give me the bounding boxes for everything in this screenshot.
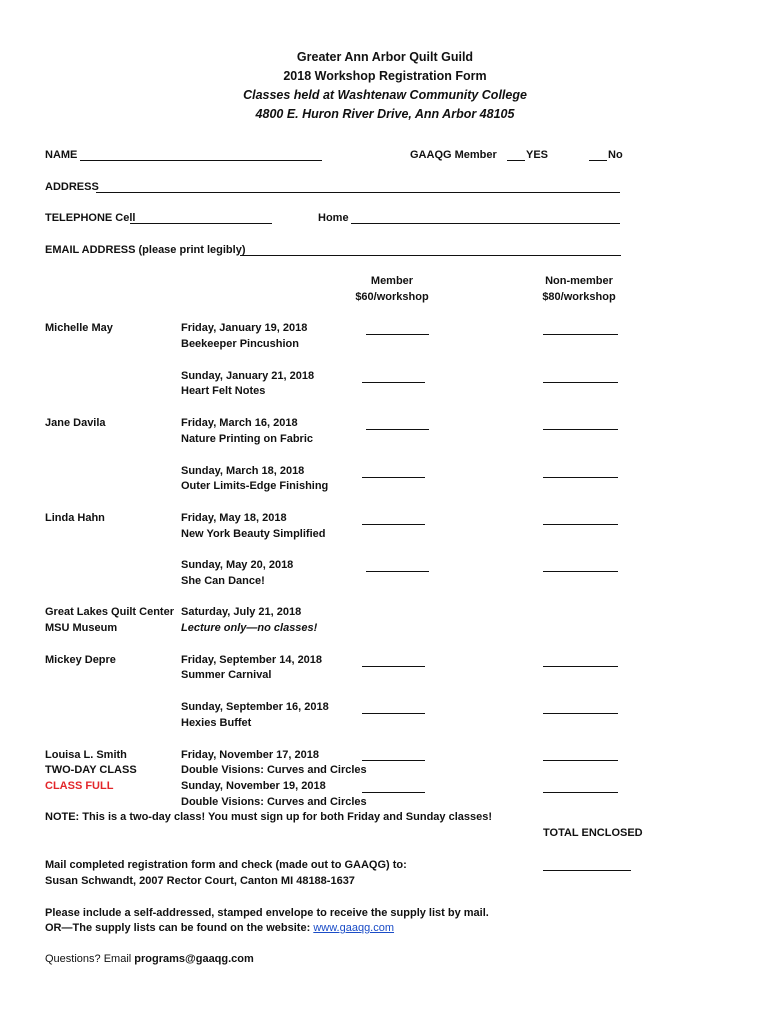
- lecture-date: Saturday, July 21, 2018: [181, 606, 302, 618]
- nonmember-fee-field[interactable]: [543, 570, 618, 572]
- two-day-note: NOTE: This is a two-day class! You must sign up for both Friday and Sunday classes!: [45, 811, 493, 823]
- workshop-title: Summer Carnival: [181, 669, 272, 681]
- class-full-badge: CLASS FULL: [45, 780, 114, 792]
- member-fee-field[interactable]: [362, 791, 425, 793]
- teacher-name: Mickey Depre: [45, 654, 116, 666]
- member-fee-field[interactable]: [362, 665, 425, 667]
- workshop-title: Heart Felt Notes: [181, 385, 266, 397]
- email-field[interactable]: [240, 254, 621, 256]
- nonmember-fee-field[interactable]: [543, 665, 618, 667]
- member-price: $60/workshop: [355, 291, 429, 303]
- home-label: Home: [318, 212, 349, 224]
- teacher-name: Linda Hahn: [45, 512, 105, 524]
- nonmember-fee-field[interactable]: [543, 476, 618, 478]
- member-fee-field[interactable]: [366, 333, 429, 335]
- workshop-date: Sunday, September 16, 2018: [181, 701, 329, 713]
- lecture-host: Great Lakes Quilt Center: [45, 606, 174, 618]
- supply-instructions: Please include a self-addressed, stamped envelope to receive the supply list by mail.: [45, 907, 489, 919]
- nonmember-fee-field[interactable]: [543, 523, 618, 525]
- workshop-title: New York Beauty Simplified: [181, 528, 326, 540]
- workshop-title: Beekeeper Pincushion: [181, 338, 299, 350]
- home-phone-field[interactable]: [351, 222, 620, 224]
- workshop-date: Sunday, November 19, 2018: [181, 780, 326, 792]
- workshop-date: Sunday, January 21, 2018: [181, 370, 315, 382]
- lecture-host-museum: MSU Museum: [45, 622, 118, 634]
- nonmember-fee-field[interactable]: [543, 333, 618, 335]
- nonmember-fee-field[interactable]: [543, 791, 618, 793]
- member-fee-field[interactable]: [362, 381, 425, 383]
- lecture-note: Lecture only—no classes!: [181, 622, 318, 634]
- mail-instructions: Mail completed registration form and check (made out to GAAQG) to:: [45, 859, 407, 871]
- questions-prefix: Questions? Email: [45, 953, 135, 965]
- nonmember-price: $80/workshop: [542, 291, 616, 303]
- member-fee-field[interactable]: [366, 428, 429, 430]
- teacher-name: Michelle May: [45, 322, 113, 334]
- teacher-name: Jane Davila: [45, 417, 106, 429]
- total-label: TOTAL ENCLOSED: [543, 827, 643, 839]
- workshop-date: Sunday, May 20, 2018: [181, 559, 294, 571]
- name-field[interactable]: [80, 159, 322, 161]
- workshop-title: Hexies Buffet: [181, 717, 252, 729]
- address-label: ADDRESS: [45, 181, 99, 193]
- nonmember-fee-field[interactable]: [543, 759, 618, 761]
- name-label: NAME: [45, 149, 78, 161]
- title-form: 2018 Workshop Registration Form: [283, 69, 487, 83]
- two-day-label: TWO-DAY CLASS: [45, 764, 137, 776]
- email-label: EMAIL ADDRESS (please print legibly): [45, 244, 246, 256]
- member-fee-field[interactable]: [362, 759, 425, 761]
- title-venue: Classes held at Washtenaw Community College: [243, 88, 527, 102]
- address-field[interactable]: [96, 191, 620, 193]
- supply-website-prefix: OR—The supply lists can be found on the website:: [45, 922, 314, 934]
- title-guild: Greater Ann Arbor Quilt Guild: [296, 50, 474, 64]
- workshop-date: Friday, March 16, 2018: [181, 417, 298, 429]
- member-yes-field[interactable]: [507, 159, 525, 161]
- member-no-field[interactable]: [589, 159, 607, 161]
- member-fee-field[interactable]: [362, 476, 425, 478]
- mail-address: Susan Schwandt, 2007 Rector Court, Canton MI 48188-1637: [45, 875, 355, 887]
- total-field[interactable]: [543, 869, 631, 871]
- nonmember-column-header: Non-member: [545, 275, 613, 287]
- telephone-label: TELEPHONE Cell: [45, 212, 136, 224]
- workshop-date: Friday, September 14, 2018: [181, 654, 323, 666]
- workshop-date: Friday, November 17, 2018: [181, 749, 319, 761]
- telephone-field[interactable]: [130, 222, 272, 224]
- teacher-name: Louisa L. Smith: [45, 749, 127, 761]
- member-fee-field[interactable]: [366, 570, 429, 572]
- workshop-title: Nature Printing on Fabric: [181, 433, 314, 445]
- workshop-date: Friday, May 18, 2018: [181, 512, 287, 524]
- workshop-title: Double Visions: Curves and Circles: [181, 764, 367, 776]
- workshop-title: She Can Dance!: [181, 575, 265, 587]
- member-column-header: Member: [370, 275, 414, 287]
- workshop-date: Sunday, March 18, 2018: [181, 465, 305, 477]
- website-link[interactable]: www.gaaqg.com: [313, 922, 395, 934]
- supply-website-line: [45, 922, 394, 934]
- member-fee-field[interactable]: [362, 523, 425, 525]
- nonmember-fee-field[interactable]: [543, 428, 618, 430]
- member-no-label: No: [608, 149, 623, 161]
- member-fee-field[interactable]: [362, 712, 425, 714]
- workshop-title: Outer Limits-Edge Finishing: [181, 480, 329, 492]
- member-yes-label: YES: [526, 149, 549, 161]
- nonmember-fee-field[interactable]: [543, 381, 618, 383]
- workshop-date: Friday, January 19, 2018: [181, 322, 308, 334]
- member-label: GAAQG Member: [410, 149, 497, 161]
- questions-email[interactable]: programs@gaaqg.com: [134, 953, 254, 965]
- workshop-title: Double Visions: Curves and Circles: [181, 796, 367, 808]
- questions-line: [45, 953, 254, 965]
- title-address: 4800 E. Huron River Drive, Ann Arbor 48105: [255, 107, 515, 121]
- nonmember-fee-field[interactable]: [543, 712, 618, 714]
